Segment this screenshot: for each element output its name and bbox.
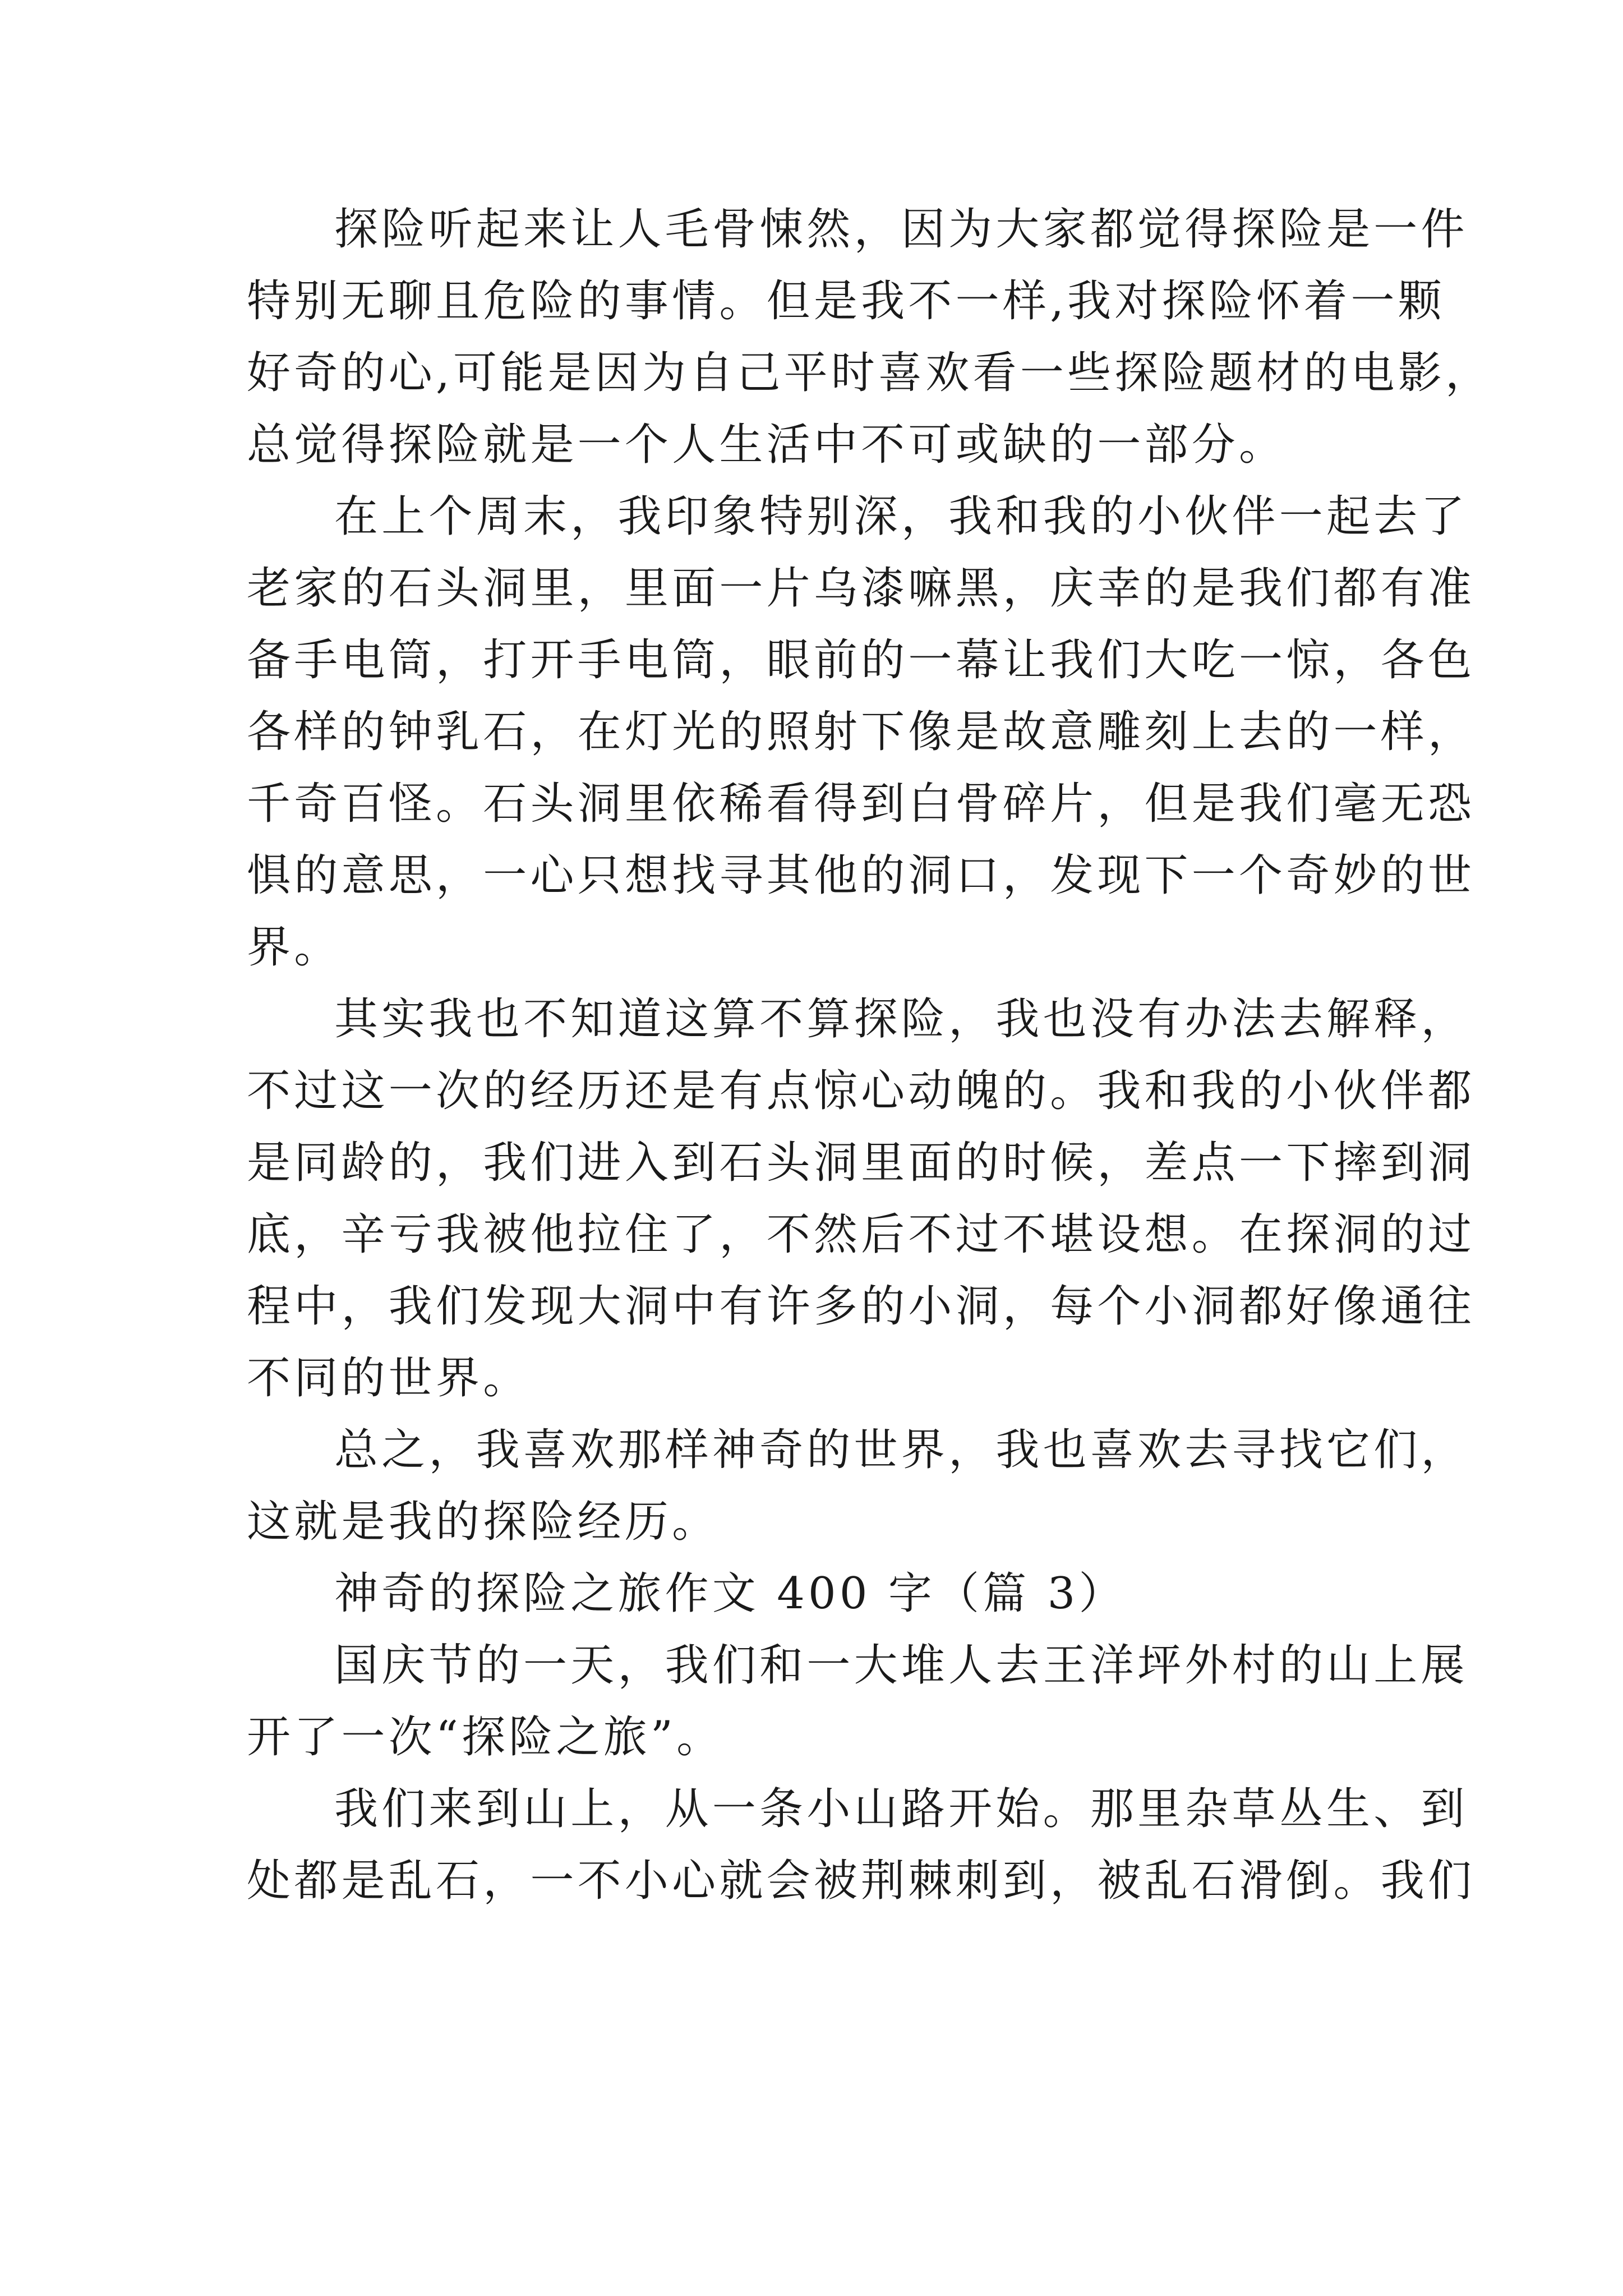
text-line: 国庆节的一天，我们和一大堆人去王洋坪外村的山上展 — [334, 1640, 1468, 1691]
text-line: 不同的世界。 — [247, 1353, 531, 1404]
text-line: 程中，我们发现大洞中有许多的小洞，每个小洞都好像通往 — [247, 1281, 1476, 1332]
text-line: 千奇百怪。石头洞里依稀看得到白骨碎片，但是我们毫无恐 — [247, 779, 1476, 829]
text-line: 总觉得探险就是一个人生活中不可或缺的一部分。 — [247, 420, 1287, 470]
text-line: 不过这一次的经历还是有点惊心动魄的。我和我的小伙伴都 — [247, 1066, 1476, 1116]
text-line: 在上个周末，我印象特别深，我和我的小伙伴一起去了 — [334, 491, 1468, 542]
paragraph — [247, 1630, 1469, 1773]
text-line: 处都是乱石，一不小心就会被荆棘刺到，被乱石滑倒。我们 — [247, 1856, 1476, 1906]
text-line: 我们来到山上，从一条小山路开始。那里杂草丛生、到 — [334, 1784, 1468, 1834]
text-line: 各样的钟乳石，在灯光的照射下像是故意雕刻上去的一样， — [247, 707, 1476, 757]
section-heading — [247, 1558, 1469, 1630]
text-line: 备手电筒，打开手电筒，眼前的一幕让我们大吃一惊，各色 — [247, 635, 1476, 685]
text-line: 好奇的心,可能是因为自己平时喜欢看一些探险题材的电影， — [247, 348, 1493, 398]
paragraph — [247, 481, 1476, 983]
text-line: 开了一次“探险之旅”。 — [247, 1712, 724, 1763]
text-line: 惧的意思，一心只想找寻其他的洞口，发现下一个奇妙的世 — [247, 850, 1476, 901]
paragraph — [247, 1773, 1476, 1917]
paragraph — [247, 194, 1493, 481]
text-line: 底，辛亏我被他拉住了，不然后不过不堪设想。在探洞的过 — [247, 1209, 1476, 1260]
text-line: 其实我也不知道这算不算探险，我也没有办法去解释， — [334, 994, 1468, 1045]
text-line: 探险听起来让人毛骨悚然，因为大家都觉得探险是一件 — [334, 204, 1468, 255]
text-line: 特别无聊且危险的事情。但是我不一样,我对探险怀着一颗 — [247, 276, 1446, 326]
text-line: 总之，我喜欢那样神奇的世界，我也喜欢去寻找它们， — [334, 1425, 1468, 1475]
text-line: 老家的石头洞里，里面一片乌漆嘛黑，庆幸的是我们都有准 — [247, 563, 1476, 614]
text-line: 界。 — [247, 922, 342, 973]
text-line: 是同龄的，我们进入到石头洞里面的时候，差点一下摔到洞 — [247, 1138, 1476, 1188]
text-line: 这就是我的探险经历。 — [247, 1497, 720, 1547]
section-title: 神奇的探险之旅作文 400 字（篇 3） — [334, 1568, 1126, 1619]
document-body — [247, 194, 1493, 1917]
paragraph — [247, 1414, 1469, 1558]
paragraph — [247, 983, 1476, 1414]
